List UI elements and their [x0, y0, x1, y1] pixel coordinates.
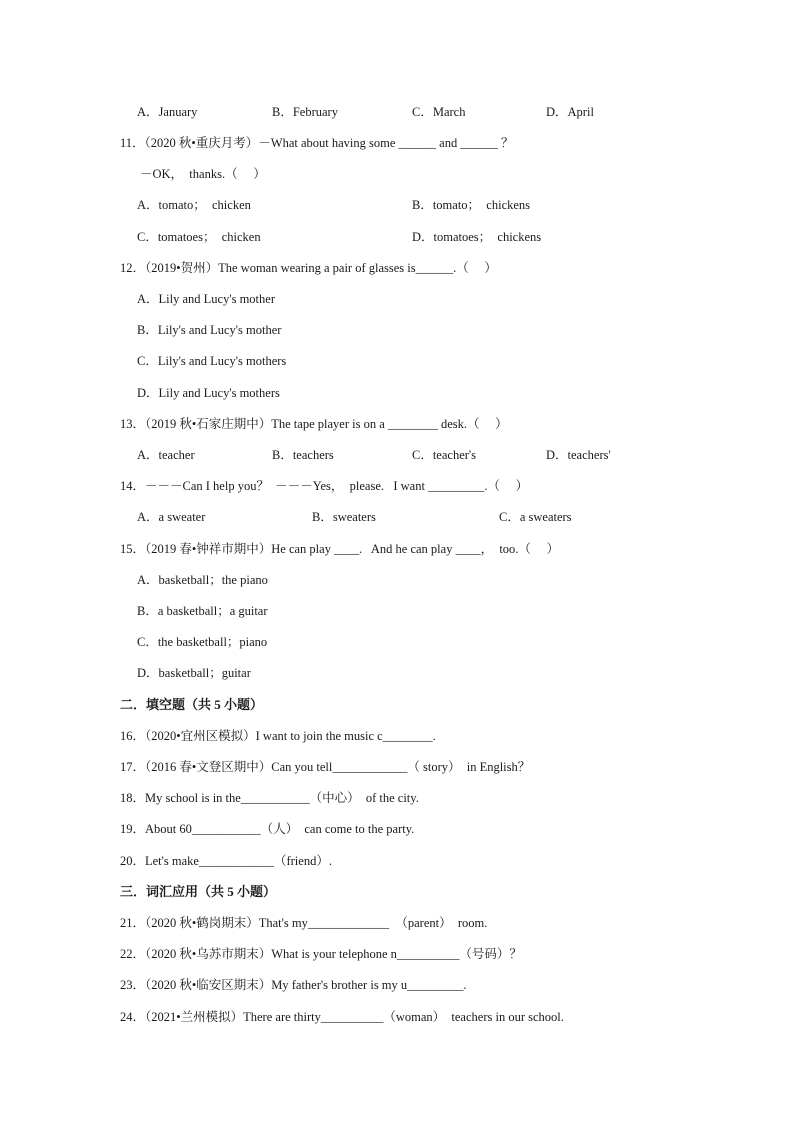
q11-option-b: B．tomato； chickens: [412, 198, 531, 212]
q12-option-b: B．Lily's and Lucy's mother: [137, 323, 282, 337]
q10-option-a: A．January: [137, 105, 198, 119]
q12-text: 12．（2019•贺州）The woman wearing a pair of glasses is______.（ ）: [120, 261, 497, 275]
q14-option-b: B．sweaters: [312, 510, 376, 524]
q15-option-d: D．basketball；guitar: [137, 666, 251, 680]
q12-option-c: C．Lily's and Lucy's mothers: [137, 354, 287, 368]
q13-option-a: A．teacher: [137, 448, 195, 462]
q15-option-a: A．basketball；the piano: [137, 573, 268, 587]
q15-option-c: C．the basketball；piano: [137, 635, 268, 649]
q17-text: 17．（2016 春•文登区期中）Can you tell____________（ story） in English？: [120, 760, 531, 774]
q15-option-b: B．a basketball；a guitar: [137, 604, 268, 618]
q11-reply: －OK， thanks.（ ）: [140, 167, 266, 181]
q20-text: 20．Let's make____________（friend）.: [120, 854, 332, 868]
q10-option-b: B．February: [272, 105, 338, 119]
q12-option-a: A．Lily and Lucy's mother: [137, 292, 275, 306]
q14-text: 14．－－－Can I help you？ －－－Yes， please. I want _________.（ ）: [120, 479, 529, 493]
q10-option-d: D．April: [546, 105, 594, 119]
q19-text: 19．About 60___________（人） can come to the party.: [120, 822, 415, 836]
q15-text: 15．（2019 春•钟祥市期中）He can play ____. And he can play ____， too.（ ）: [120, 542, 560, 556]
q22-text: 22．（2020 秋•乌苏市期末）What is your telephone n__________（号码）？: [120, 947, 522, 961]
section-vocabulary-heading: 三．词汇应用（共 5 小题）: [120, 884, 277, 899]
q11-text: 11．（2020 秋•重庆月考）－What about having some ______ and ______ ？: [120, 136, 514, 150]
section-fill-in-heading: 二．填空题（共 5 小题）: [120, 697, 264, 712]
q13-option-d: D．teachers': [546, 448, 611, 462]
q24-text: 24．（2021•兰州模拟）There are thirty__________（woman） teachers in our school.: [120, 1010, 564, 1024]
q21-text: 21．（2020 秋•鹤岗期末）That's my_____________ （parent） room.: [120, 916, 488, 930]
q12-option-d: D．Lily and Lucy's mothers: [137, 386, 280, 400]
q10-option-c: C．March: [412, 105, 466, 119]
q14-option-a: A．a sweater: [137, 510, 206, 524]
q11-option-c: C．tomatoes； chicken: [137, 230, 261, 244]
q14-option-c: C．a sweaters: [499, 510, 572, 524]
q23-text: 23．（2020 秋•临安区期末）My father's brother is my u_________.: [120, 978, 467, 992]
q13-option-b: B．teachers: [272, 448, 334, 462]
q13-text: 13．（2019 秋•石家庄期中）The tape player is on a ________ desk.（ ）: [120, 417, 508, 431]
q11-option-a: A．tomato； chicken: [137, 198, 251, 212]
q18-text: 18．My school is in the___________（中心） of the city.: [120, 791, 419, 805]
q11-option-d: D．tomatoes； chickens: [412, 230, 542, 244]
q13-option-c: C．teacher's: [412, 448, 477, 462]
q16-text: 16．（2020•宜州区模拟）I want to join the music c________.: [120, 729, 436, 743]
